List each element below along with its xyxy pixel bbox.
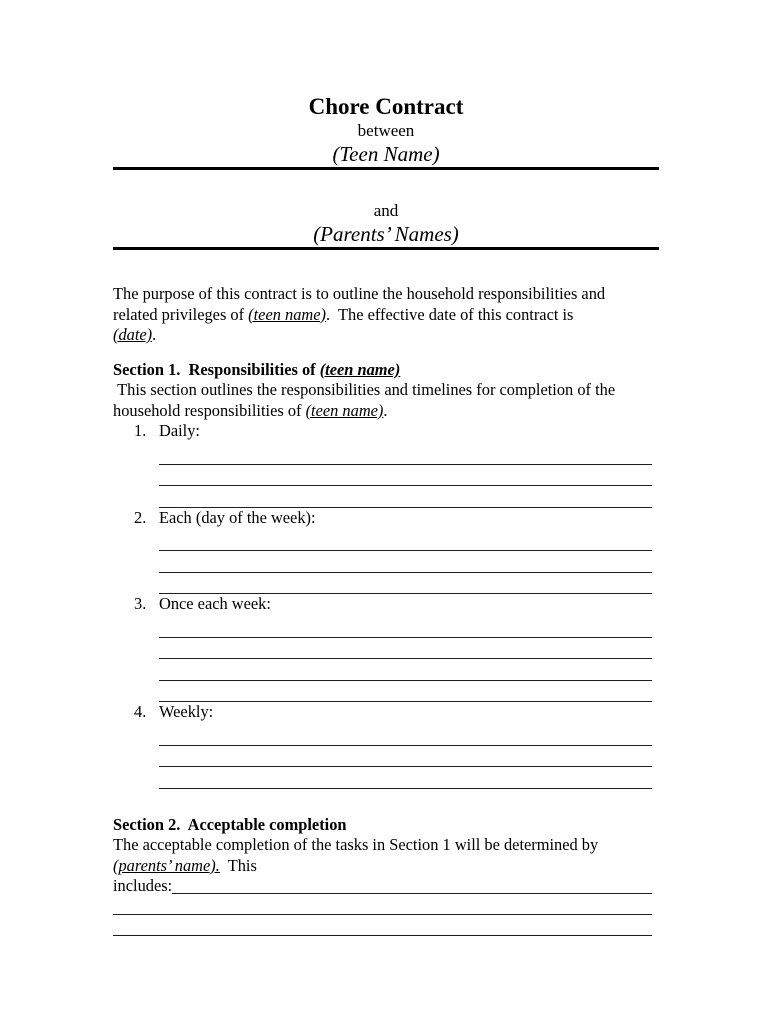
parents-names-fill-line[interactable] [113,247,659,250]
fill-line[interactable] [113,897,652,915]
list-item-label: Each (day of the week): [159,507,316,527]
fill-line[interactable] [159,638,652,660]
fill-line[interactable] [159,465,652,487]
page-title: Chore Contract [308,94,464,119]
fill-line[interactable] [159,767,652,789]
list-item-daily [113,421,659,442]
list-item-label: Once each week: [159,594,271,613]
fill-line[interactable] [159,528,652,551]
list-number: 4. [134,702,147,721]
teen-name-placeholder: (Teen Name) [332,142,440,166]
teen-name-fill-line[interactable] [113,167,659,170]
section2-body-line-1: The acceptable completion of the tasks in Section 1 will be determined by [113,835,599,854]
list-item-label: Daily: [159,421,200,440]
list-item-once-each-week [113,594,659,615]
fill-line[interactable] [159,551,652,573]
fill-line[interactable] [159,723,652,746]
intro-line-3: (date). [113,325,157,344]
section2-body-line-2: (parents’ name). This [113,855,257,875]
intro-paragraph [113,284,659,346]
fill-line[interactable] [159,442,652,465]
fill-line[interactable] [113,915,652,937]
list-item-each-day [113,508,659,529]
list-item-label: Weekly: [159,702,214,721]
list-item-weekly [113,702,659,723]
date-inline-placeholder: (date) [113,325,153,344]
fill-line[interactable] [159,659,652,681]
responsibilities-list [113,421,659,789]
teen-name-heading-placeholder: (teen name) [319,359,401,379]
section1-heading: Section 1. Responsibilities of (teen name) [113,359,401,379]
parents-names-placeholder: (Parents’ Names) [313,222,459,246]
teen-name-inline-placeholder: (teen name) [248,304,326,324]
list-number: 1. [134,421,147,440]
intro-line-1: The purpose of this contract is to outline the household responsibilities and [113,284,606,303]
fill-line[interactable] [159,615,652,638]
and-label: and [373,201,399,220]
section1-body-line-2: household responsibilities of (teen name). [113,400,388,420]
between-label: between [357,121,415,140]
includes-row [113,876,659,897]
section1-body-line-1: This section outlines the responsibilities and timelines for completion of the [113,380,616,399]
includes-label: includes: [113,876,173,895]
fill-line[interactable] [159,746,652,768]
intro-line-2: related privileges of (teen name). The effective date of this contract is [113,304,574,324]
fill-line[interactable] [159,486,652,508]
list-number: 3. [134,594,147,613]
fill-line[interactable] [159,573,652,595]
fill-line[interactable] [172,876,652,894]
teen-name-body-placeholder: (teen name) [305,400,384,420]
section2-heading: Section 2. Acceptable completion [113,814,347,834]
parents-name-inline-placeholder: (parents’ name). [113,855,220,875]
list-number: 2. [134,507,147,527]
fill-line[interactable] [159,681,652,703]
